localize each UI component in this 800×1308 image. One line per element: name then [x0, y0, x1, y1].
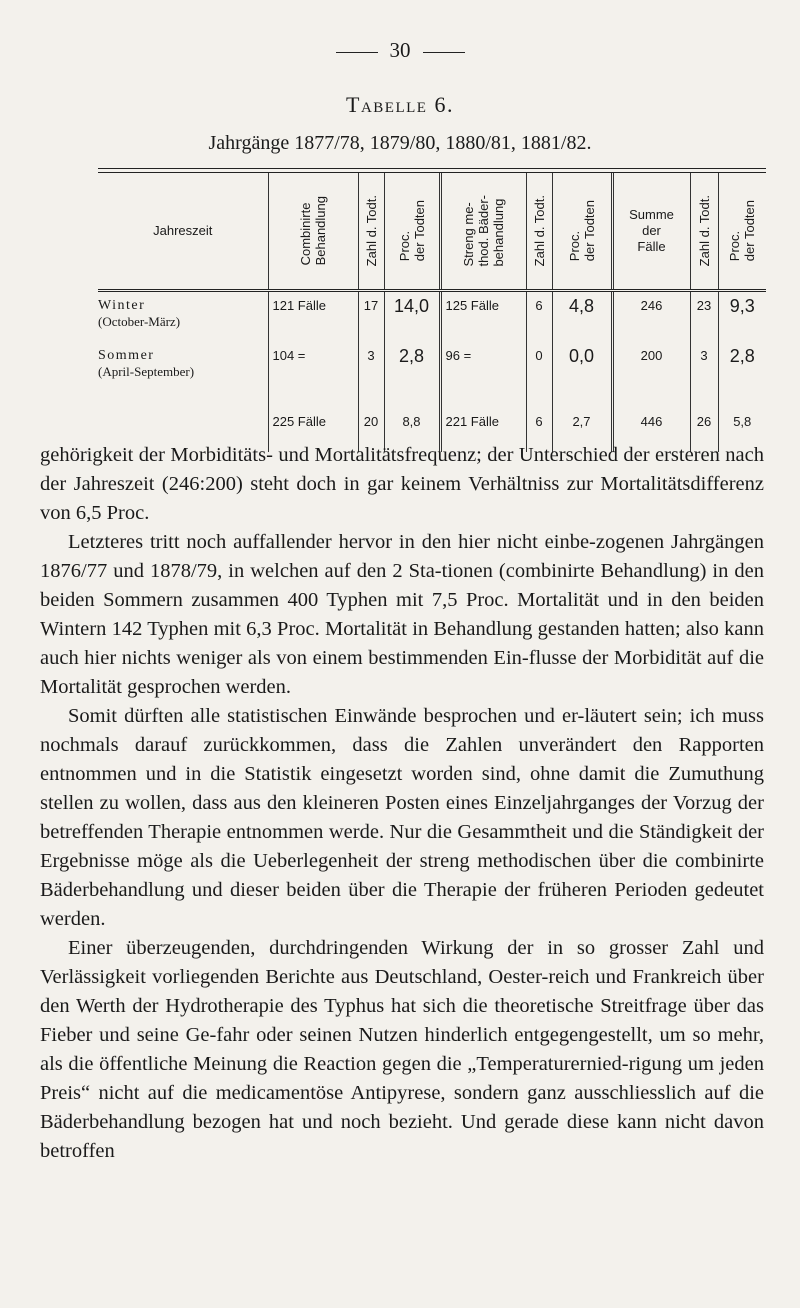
header-proc1: Proc. der Todten [384, 173, 440, 291]
dash-right [423, 52, 465, 53]
dash-left [336, 52, 378, 53]
season-months: (April-September) [98, 364, 195, 379]
table-row-winter [98, 291, 766, 343]
cell-proc2: 4,8 [552, 291, 612, 343]
page-number-text: 30 [389, 38, 411, 62]
cell-proc3: 9,3 [718, 291, 766, 343]
cell-summe: 246 [612, 291, 690, 343]
season-months: (October-März) [98, 314, 181, 329]
season-label: Sommer [98, 348, 155, 363]
cell-proc3: 5,8 [718, 394, 766, 452]
header-zahl3: Zahl d. Todt. [690, 173, 718, 291]
header-streng: Streng me- thod. Bäder- behandlung [440, 173, 526, 291]
header-zahl1: Zahl d. Todt. [358, 173, 384, 291]
season-label: Winter [98, 298, 146, 313]
cell-streng: 125 Fälle [440, 291, 526, 343]
cell-comb: 121 Fälle [268, 291, 358, 343]
cell-streng: 221 Fälle [440, 394, 526, 452]
cell-comb: 104 = [268, 342, 358, 394]
cell-streng: 96 = [440, 342, 526, 394]
cell-proc2: 2,7 [552, 394, 612, 452]
cell-proc2: 0,0 [552, 342, 612, 394]
header-proc3: Proc. der Todten [718, 173, 766, 291]
header-comb: Combinirte Behandlung [268, 173, 358, 291]
table-header-row [98, 173, 766, 291]
cell-comb: 225 Fälle [268, 394, 358, 452]
cell-zahl3: 23 [690, 291, 718, 343]
table-subtitle: Jahrgänge 1877/78, 1879/80, 1880/81, 1881/82. [208, 132, 592, 154]
header-zahl2: Zahl d. Todt. [526, 173, 552, 291]
cell-zahl2: 0 [526, 342, 552, 394]
cell-proc1: 14,0 [384, 291, 440, 343]
paragraph-4: Einer überzeugenden, durchdringenden Wirkung der in so grosser Zahl und Verlässigkeit vorliegenden Berichte aus Deutschland, Oester-reich und Frankreich über den Werth der Hydrotherapie des Typhus hat sich die theoretische Streitfrage über das Fieber und seine Ge-fahr oder seinen Nutzen hinderlich entgegengestellt, um so mehr, als die öffentliche Meinung die Reaction gegen die „Temperaturernied-rigung um jeden Preis“ nicht auf die medicamentöse Antipyrese, sondern ganz ausschliesslich auf die Bäderbehandlung bezogen hat und noch bezieht. Und gerade diese kann nicht davon betroffen [40, 937, 764, 1162]
cell-season [98, 342, 268, 394]
cell-zahl3: 3 [690, 342, 718, 394]
header-season: Jahreszeit [98, 173, 268, 291]
statistics-table [98, 168, 766, 452]
cell-season [98, 291, 268, 343]
cell-summe: 200 [612, 342, 690, 394]
table-grid [98, 173, 766, 452]
cell-zahl3: 26 [690, 394, 718, 452]
cell-zahl1: 20 [358, 394, 384, 452]
paragraph-2: Letzteres tritt noch auffallender hervor in den hier nicht einbe-zogenen Jahrgängen 1876/77 und 1878/79, in welchen auf den 2 Sta-tionen (combinirte Behandlung) in den beiden Sommern zusammen 400 Typhen mit 7,5 Proc. Mortalität und in den beiden Wintern 142 Typhen mit 6,3 Proc. Mortalität in Behandlung gestanden hatten; also kann auch hier nichts weniger als von einem bestimmenden Ein-flusse der Morbidität auf die Mortalität gesprochen werden. [40, 531, 764, 698]
cell-proc3: 2,8 [718, 342, 766, 394]
cell-summe: 446 [612, 394, 690, 452]
header-summe: Summe der Fälle [612, 173, 690, 291]
cell-proc1: 8,8 [384, 394, 440, 452]
cell-proc1: 2,8 [384, 342, 440, 394]
table-title: Tabelle 6. [346, 92, 454, 117]
table-row-summer [98, 342, 766, 394]
paragraph-3: Somit dürften alle statistischen Einwände besprochen und er-läutert sein; ich muss nochmals darauf zurückkommen, dass die Zahlen unverändert den Rapporten entnommen und in die Statistik eingesetzt worden sind, ohne damit die Zumuthung stellen zu wollen, dass aus den kleineren Posten eines Einzeljahrganges der Vorzug der betreffenden Therapie entnommen werde. Nur die Gesammtheit und die Ständigkeit der Ergebnisse möge als die Ueberlegenheit der streng methodischen über die combinirte Bäderbehandlung und dieser beiden über die Therapie der früheren Perioden gedeutet werden. [40, 705, 764, 930]
header-proc2: Proc. der Todten [552, 173, 612, 291]
cell-zahl2: 6 [526, 394, 552, 452]
paragraph-1: gehörigkeit der Morbiditäts- und Mortalitätsfrequenz; der Unterschied der ersteren nach der Jahreszeit (246:200) steht doch in gar keinem Verhältniss zur Mortalitätsdifferenz von 6,5 Proc. [40, 444, 764, 524]
cell-zahl2: 6 [526, 291, 552, 343]
page-number [0, 38, 800, 63]
cell-zahl1: 3 [358, 342, 384, 394]
cell-zahl1: 17 [358, 291, 384, 343]
body-text [40, 441, 764, 1166]
